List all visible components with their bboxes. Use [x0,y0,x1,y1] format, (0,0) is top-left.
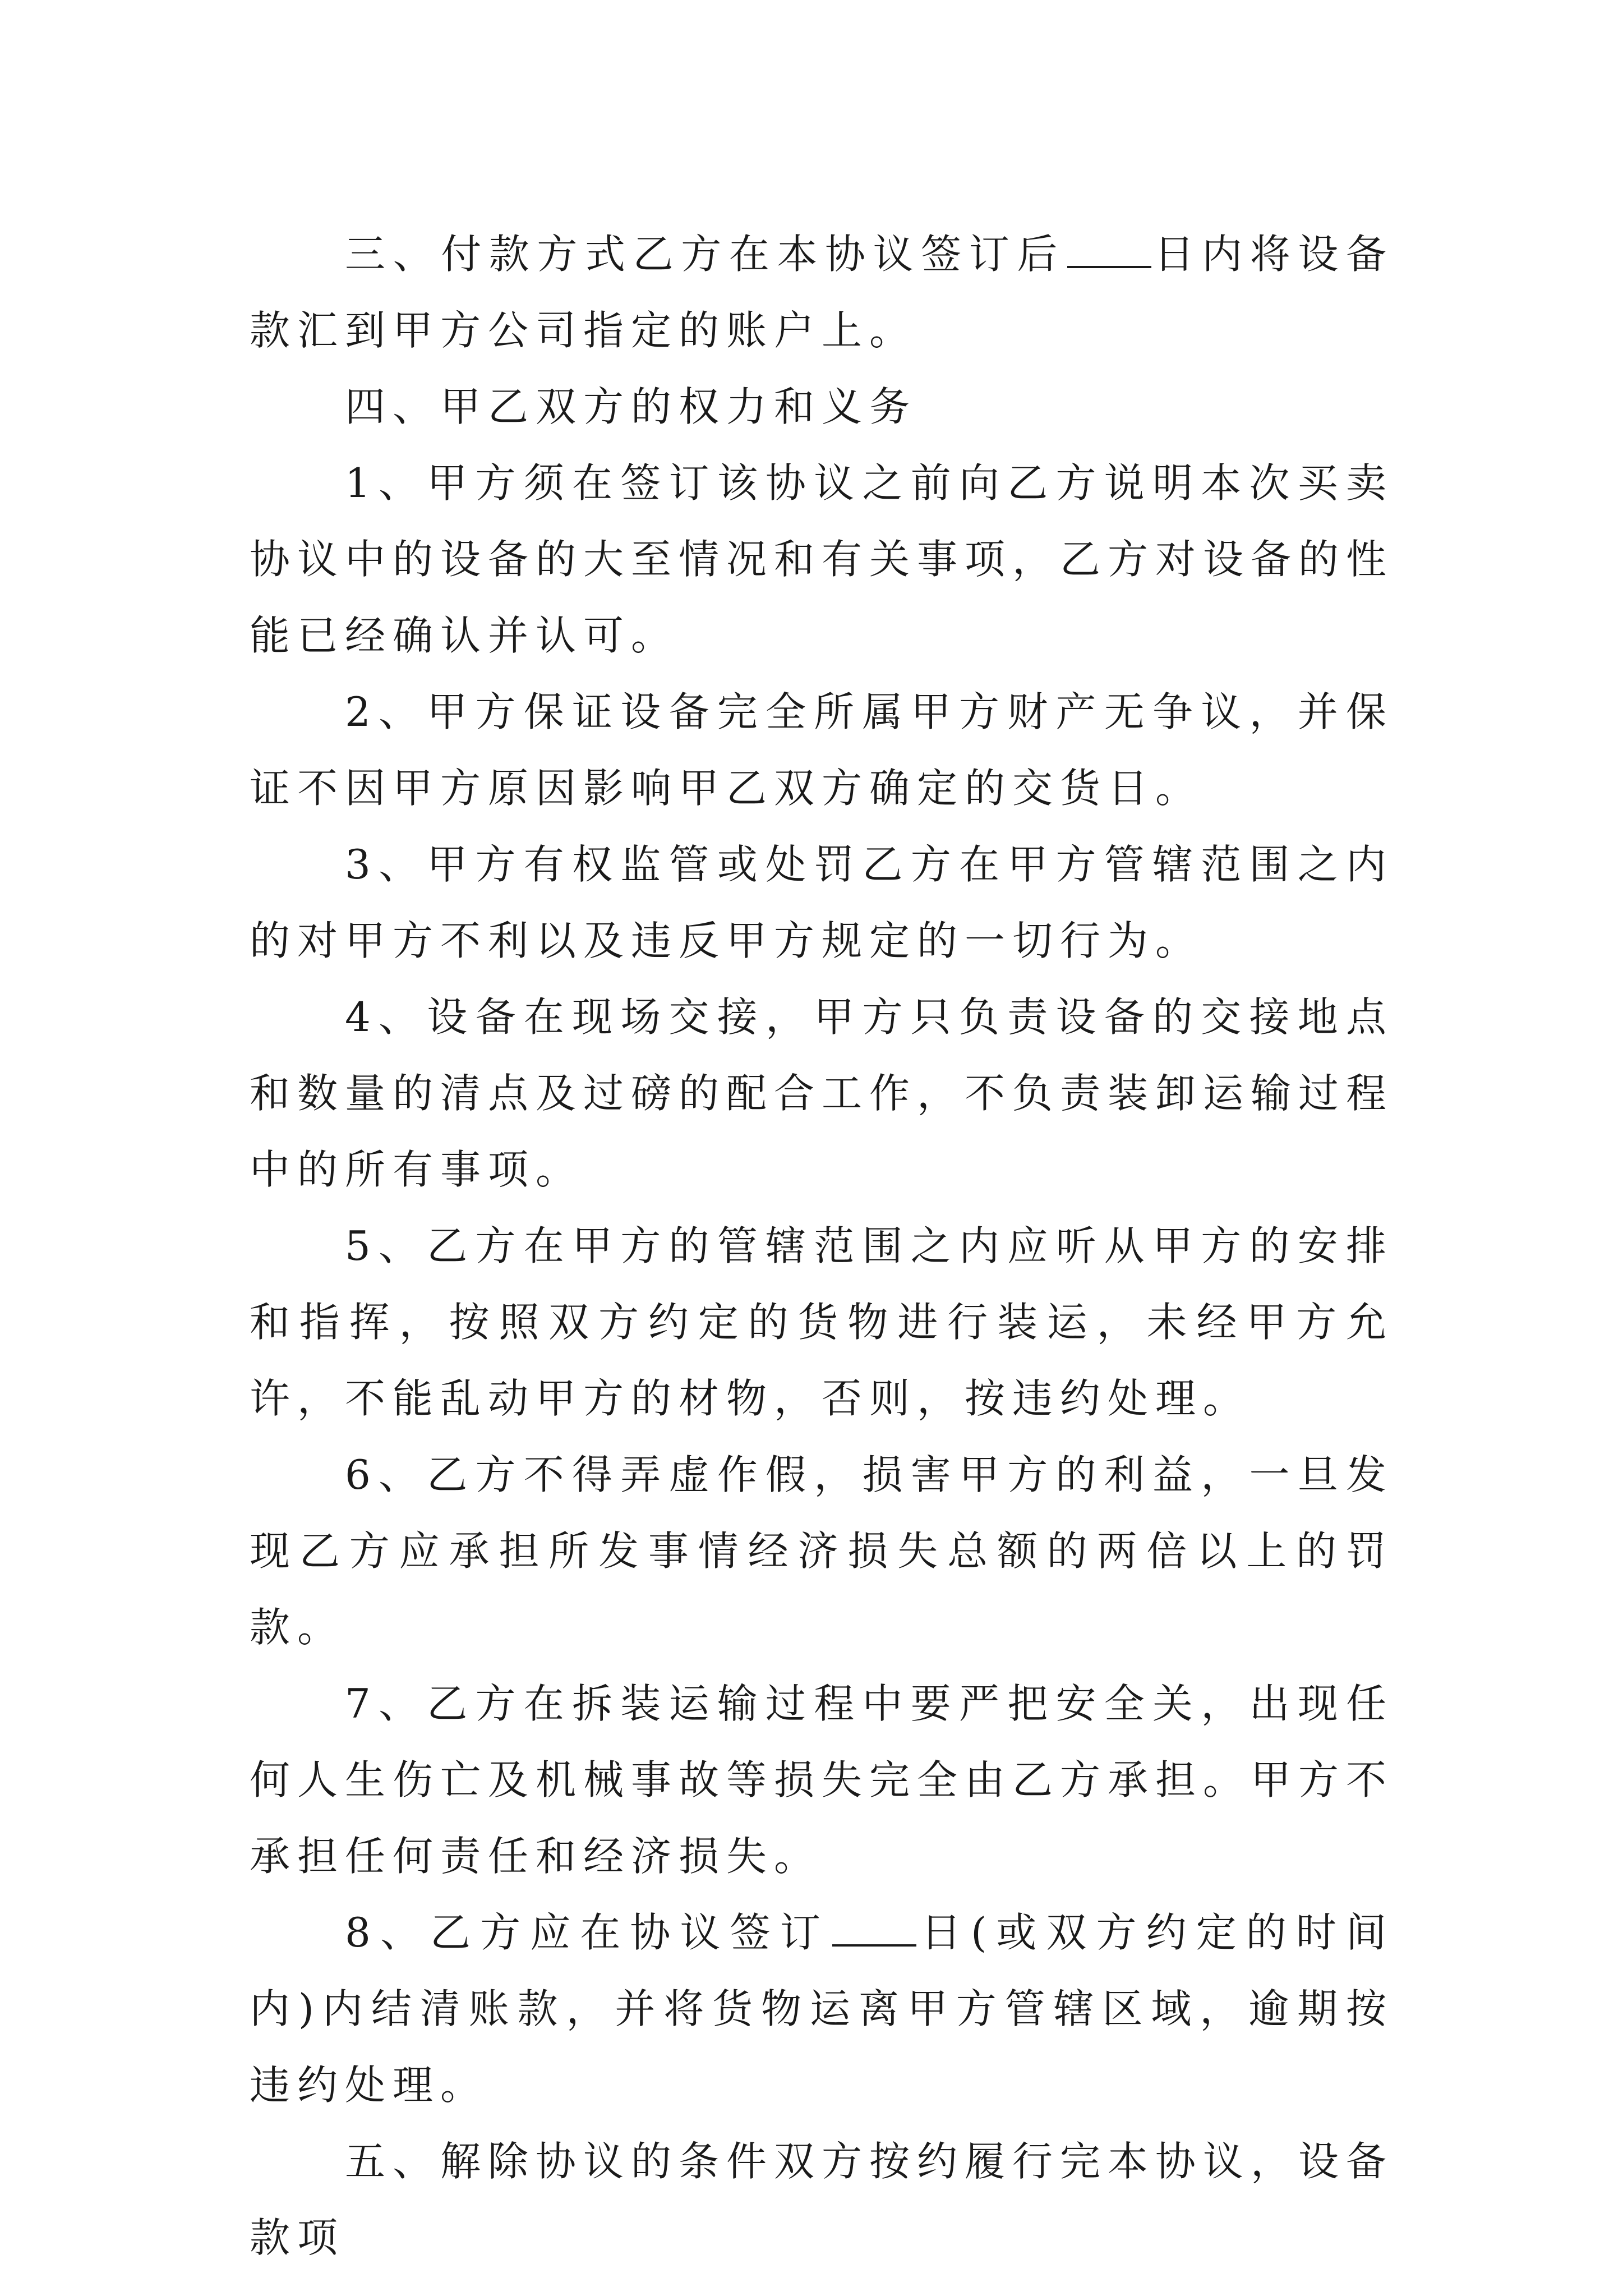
clause-1 [250,445,1394,674]
paragraph-text: 三、付款方式乙方在本协议签订后 [345,231,1065,278]
paragraph-text: 6、乙方不得弄虚作假，损害甲方的利益，一旦发现乙方应承担所发事情经济损失总额的两倍以上的罚款。 [250,1451,1394,1651]
clause-8 [250,1894,1394,2123]
clause-3 [250,826,1394,979]
paragraph-text: 五、解除协议的条件双方按约履行完本协议，设备款项 [250,2138,1394,2261]
section-heading-rights-obligations [250,369,1394,445]
clause-5 [250,1208,1394,1437]
section-heading-termination [250,2123,1394,2276]
paragraph-text: 3、甲方有权监管或处罚乙方在甲方管辖范围之内的对甲方不利以及违反甲方规定的一切行为。 [250,841,1394,964]
paragraph-text: 5、乙方在甲方的管辖范围之内应听从甲方的安排和指挥，按照双方约定的货物进行装运，未经甲方允许，不能乱动甲方的材物，否则，按违约处理。 [250,1222,1394,1422]
clause-4 [250,979,1394,1208]
paragraph-text: 2、甲方保证设备完全所属甲方财产无争议，并保证不因甲方原因影响甲乙双方确定的交货日。 [250,688,1394,812]
blank-days-field [1067,226,1151,268]
paragraph-text: 日内将设备款汇到甲方公司指定的账户上。 [250,231,1394,354]
paragraph-text: 1、甲方须在签订该协议之前向乙方说明本次买卖协议中的设备的大至情况和有关事项，乙方对设备的性能已经确认并认可。 [250,459,1394,659]
paragraph-text: 四、甲乙双方的权力和义务 [345,383,917,430]
clause-6 [250,1437,1394,1665]
paragraph-text: 8、乙方应在协议签订 [345,1909,830,1956]
clause-2 [250,674,1394,826]
paragraph-text: 4、设备在现场交接，甲方只负责设备的交接地点和数量的清点及过磅的配合工作，不负责装卸运输过程中的所有事项。 [250,993,1394,1193]
document-body [250,216,1394,2276]
paragraph-text: 7、乙方在拆装运输过程中要严把安全关，出现任何人生伤亡及机械事故等损失完全由乙方承担。甲方不承担任何责任和经济损失。 [250,1680,1394,1880]
clause-7 [250,1665,1394,1894]
blank-days-field [832,1904,916,1947]
paragraph-text: 日(或双方约定的时间内)内结清账款，并将货物运离甲方管辖区域，逾期按违约处理。 [250,1909,1394,2109]
paragraph-payment-method [250,216,1394,369]
